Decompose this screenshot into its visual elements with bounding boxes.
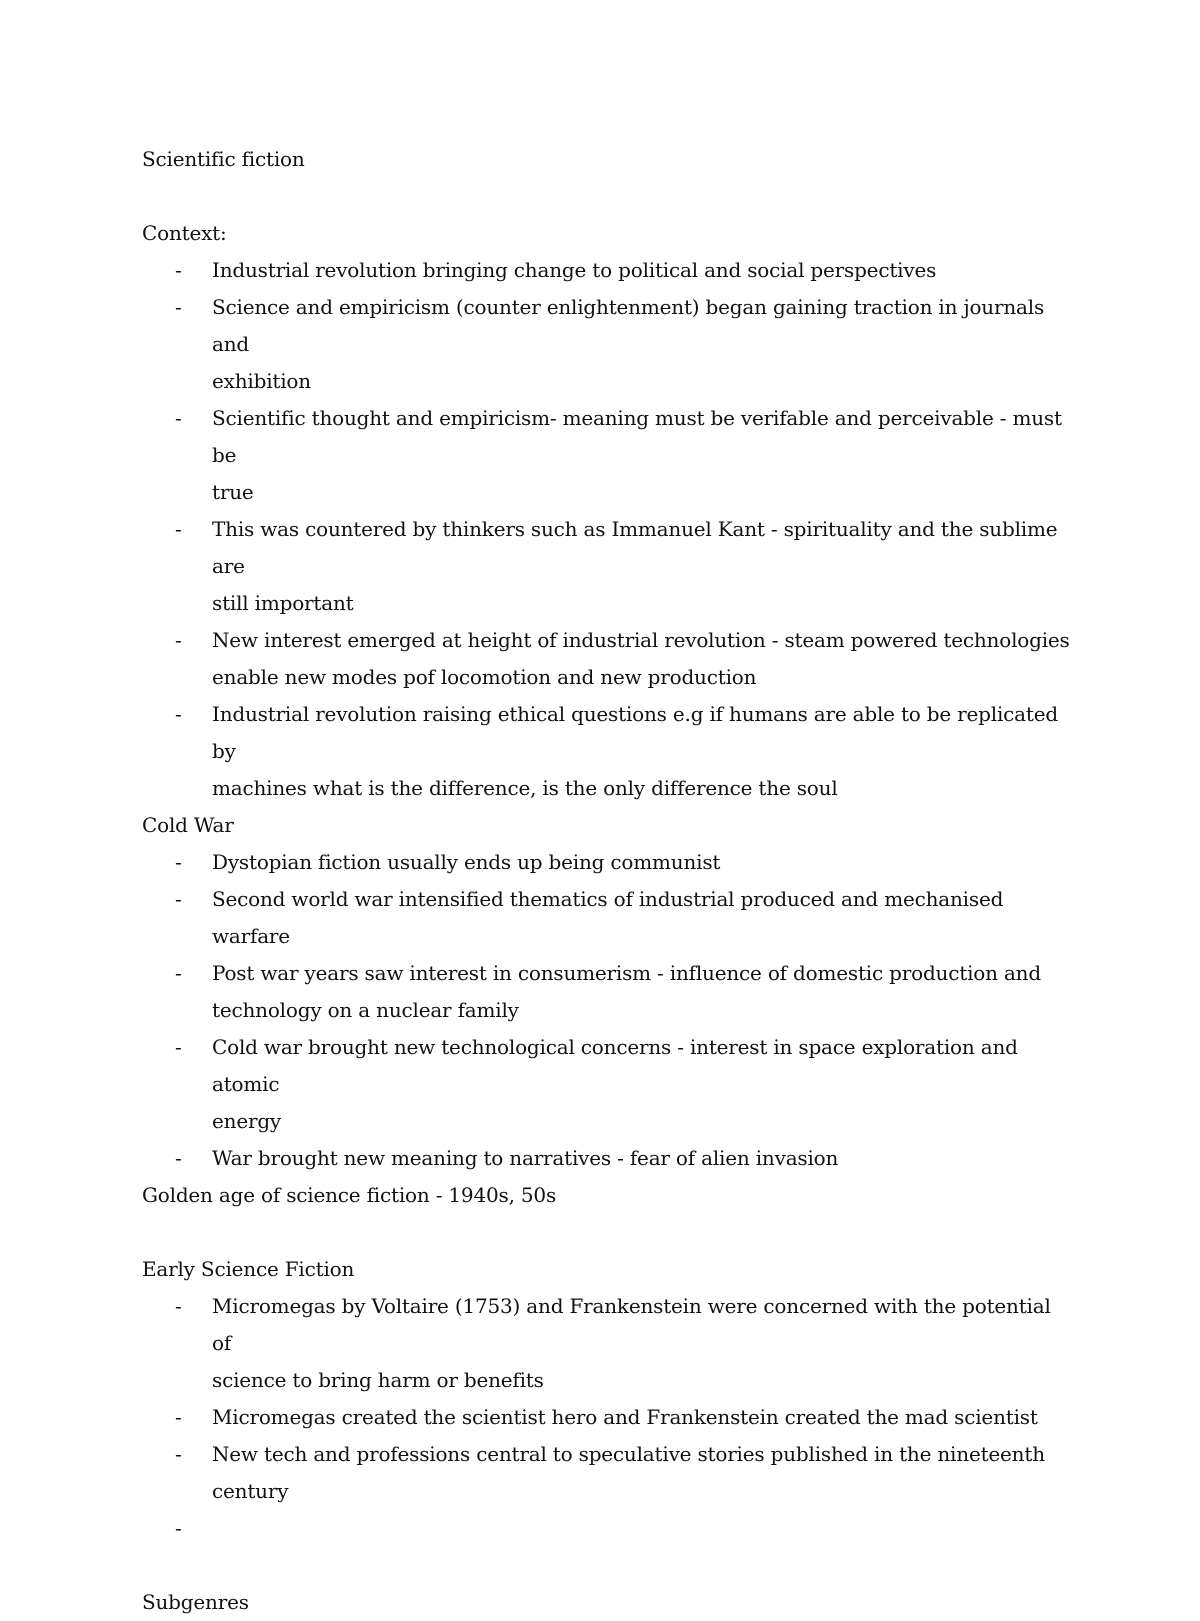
section-heading-golden-age: Golden age of science fiction - 1940s, 50s <box>142 1183 557 1207</box>
bullet-dash: - <box>175 1035 182 1059</box>
bullet-dash: - <box>175 628 182 652</box>
list-item-text: Industrial revolution bringing change to political and social perspectives <box>212 258 937 282</box>
list-item <box>142 400 1072 511</box>
list-item <box>142 511 1072 622</box>
bullet-dash: - <box>175 406 182 430</box>
list-item-text: Dystopian fiction usually ends up being communist <box>212 850 721 874</box>
bullet-dash: - <box>175 258 182 282</box>
list-item-text: War brought new meaning to narratives - fear of alien invasion <box>212 1146 839 1170</box>
bullet-dash: - <box>175 1405 182 1429</box>
list-item <box>142 1399 1072 1436</box>
list-item-text: This was countered by thinkers such as Immanuel Kant - spirituality and the sublime are <box>212 517 1058 578</box>
list-item-text-empty <box>212 1510 1072 1547</box>
section-heading-early-science-fiction: Early Science Fiction <box>142 1257 355 1281</box>
list-item <box>142 844 1072 881</box>
list-item-text-continued: century <box>212 1479 289 1503</box>
bullet-dash: - <box>175 1442 182 1466</box>
bullet-dash: - <box>175 1294 182 1318</box>
list-item-text-continued: still important <box>212 591 354 615</box>
blank-line <box>142 1214 1072 1251</box>
list-item-text: Industrial revolution raising ethical questions e.g if humans are able to be replicated by <box>212 702 1058 763</box>
list-item-text: Micromegas created the scientist hero and Frankenstein created the mad scientist <box>212 1405 1038 1429</box>
list-item-text: Science and empiricism (counter enlightenment) began gaining traction in journals and <box>212 295 1045 356</box>
list-item <box>142 252 1072 289</box>
list-item-text-continued: science to bring harm or benefits <box>212 1368 544 1392</box>
list-item-text-continued: exhibition <box>212 369 311 393</box>
section-heading-cold-war: Cold War <box>142 813 234 837</box>
list-item <box>142 955 1072 1029</box>
list-item-text-continued: machines what is the difference, is the only difference the soul <box>212 776 838 800</box>
document-title: Scientific fiction <box>142 147 305 171</box>
list-item-text: Cold war brought new technological concerns - interest in space exploration and atomic <box>212 1035 1018 1096</box>
list-item <box>142 881 1072 955</box>
list-item-text: New tech and professions central to speculative stories published in the nineteenth <box>212 1442 1045 1466</box>
section-heading-subgenres: Subgenres <box>142 1590 249 1614</box>
list-item <box>142 1140 1072 1177</box>
list-item-text-continued: technology on a nuclear family <box>212 998 519 1022</box>
section-heading-context: Context: <box>142 221 227 245</box>
list-item <box>142 696 1072 807</box>
list-item <box>142 289 1072 400</box>
list-item <box>142 1510 1072 1547</box>
list-item-text-continued: true <box>212 480 254 504</box>
bullet-dash: - <box>175 850 182 874</box>
bullet-dash: - <box>175 1146 182 1170</box>
list-item-text-continued: enable new modes pof locomotion and new production <box>212 665 757 689</box>
list-item <box>142 1029 1072 1140</box>
blank-line <box>142 178 1072 215</box>
bullet-dash: - <box>175 961 182 985</box>
list-item-text-continued: energy <box>212 1109 282 1133</box>
bullet-dash: - <box>175 702 182 726</box>
list-item-text: New interest emerged at height of industrial revolution - steam powered technologies <box>212 628 1070 652</box>
list-item-text: Scientific thought and empiricism- meaning must be verifable and perceivable - must be <box>212 406 1062 467</box>
list-item <box>142 1436 1072 1510</box>
bullet-dash: - <box>175 887 182 911</box>
bullet-dash: - <box>175 1516 182 1540</box>
bullet-list-cold-war <box>142 844 1072 1177</box>
bullet-dash: - <box>175 517 182 541</box>
list-item <box>142 622 1072 696</box>
list-item-text: Micromegas by Voltaire (1753) and Frankenstein were concerned with the potential of <box>212 1294 1051 1355</box>
document-body <box>142 141 1072 1621</box>
bullet-dash: - <box>175 295 182 319</box>
list-item-text: Second world war intensified thematics of industrial produced and mechanised warfare <box>212 887 1004 948</box>
bullet-list-context <box>142 252 1072 807</box>
list-item-text: Post war years saw interest in consumerism - influence of domestic production and <box>212 961 1041 985</box>
bullet-list-early-science-fiction <box>142 1288 1072 1547</box>
list-item <box>142 1288 1072 1399</box>
